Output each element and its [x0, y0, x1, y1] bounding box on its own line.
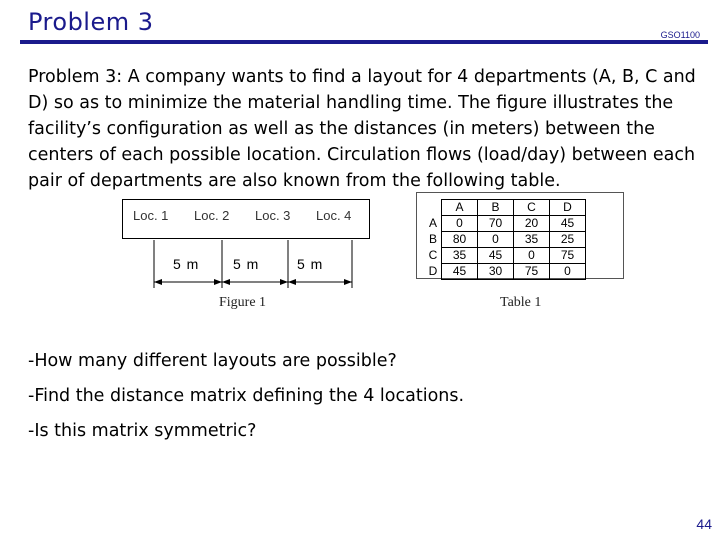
table-cell: 25 — [550, 232, 586, 248]
table-row — [442, 232, 586, 248]
table-header-row — [442, 200, 586, 216]
table-row — [442, 264, 586, 280]
question-item: -How many different layouts are possible? — [28, 351, 397, 371]
location-4-label: Loc. 4 — [316, 208, 352, 223]
course-code: GSO1100 — [660, 30, 700, 40]
distance-label-2-3: 5 m — [233, 256, 260, 272]
table-cell: 0 — [478, 232, 514, 248]
page-title: Problem 3 — [28, 8, 154, 36]
table-cell: 35 — [514, 232, 550, 248]
table-caption: Table 1 — [500, 295, 542, 310]
table-cell: 35 — [442, 248, 478, 264]
table-cell: 30 — [478, 264, 514, 280]
question-item: -Is this matrix symmetric? — [28, 421, 257, 441]
table-cell: 75 — [550, 248, 586, 264]
question-item: -Find the distance matrix defining the 4 locations. — [28, 386, 465, 406]
table-cell: 75 — [514, 264, 550, 280]
distance-label-3-4: 5 m — [297, 256, 324, 272]
column-header: C — [514, 200, 550, 216]
row-label: C — [428, 248, 438, 262]
question-list — [28, 348, 464, 453]
table-cell: 70 — [478, 216, 514, 232]
table-cell: 0 — [550, 264, 586, 280]
table-cell: 0 — [442, 216, 478, 232]
column-header: B — [478, 200, 514, 216]
title-divider — [20, 40, 708, 44]
location-2-label: Loc. 2 — [194, 208, 230, 223]
column-header: D — [550, 200, 586, 216]
column-header: A — [442, 200, 478, 216]
table-cell: 45 — [478, 248, 514, 264]
row-label: A — [428, 216, 437, 230]
flow-table — [441, 199, 586, 280]
location-1-label: Loc. 1 — [133, 208, 169, 223]
table-cell: 0 — [514, 248, 550, 264]
row-label: D — [428, 264, 438, 278]
table-cell: 80 — [442, 232, 478, 248]
figure-caption: Figure 1 — [219, 295, 267, 310]
table-cell: 45 — [442, 264, 478, 280]
problem-statement: Problem 3: A company wants to find a layout for 4 departments (A, B, C and D) so as to minimize the material handling time. The figure illustrates the facility’s configuration as well as the distances (in meters) between the centers of each possible location. Circulation flows (load/day) between each pair of departments are also known from the following table. — [28, 67, 696, 191]
flow-table-row-labels — [424, 215, 442, 279]
location-3-label: Loc. 3 — [255, 208, 291, 223]
table-cell: 20 — [514, 216, 550, 232]
table-cell: 45 — [550, 216, 586, 232]
page-number: 44 — [696, 516, 712, 532]
distance-label-1-2: 5 m — [173, 256, 200, 272]
row-label: B — [428, 232, 437, 246]
table-row — [442, 248, 586, 264]
table-row — [442, 216, 586, 232]
